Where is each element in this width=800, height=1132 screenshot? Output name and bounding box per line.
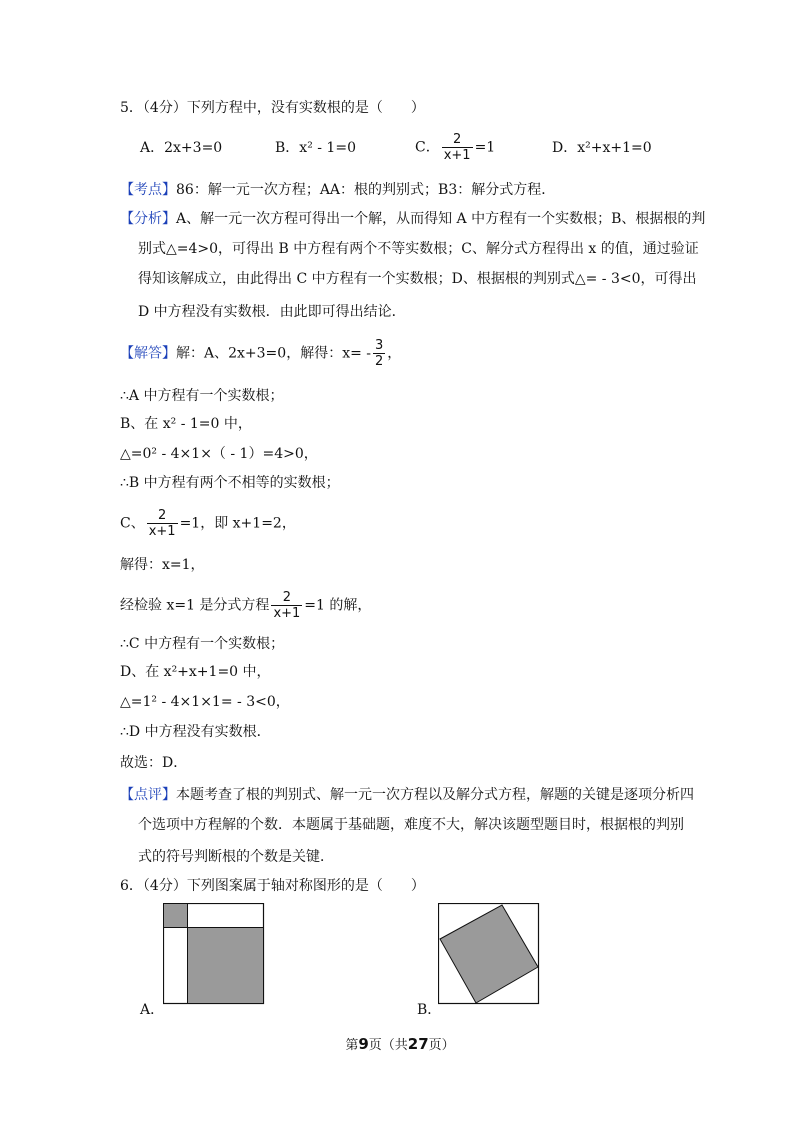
fraction: $\frac{2}{x+1}$ — [273, 590, 301, 621]
solution-line: D、在 x²+x+1=0 中， — [120, 664, 271, 680]
solution-line: B、在 x² - 1=0 中， — [120, 416, 252, 432]
solution-line: ∴B 中方程有两个不相等的实数根； — [120, 475, 340, 491]
solution-line: ∴C 中方程有一个实数根； — [120, 636, 285, 652]
q6-stem: 6．（4分）下列图案属于轴对称图形的是（ ） — [120, 878, 425, 894]
solution-line: △=1² - 4×1×1= - 3<0， — [120, 694, 290, 710]
solution-line: ∴A 中方程有一个实数根； — [120, 388, 284, 404]
fig-b-label: B． — [417, 1002, 442, 1018]
solution-line: 经检验 x=1 是分式方程 $\frac{2}{x+1}$ =1 的解， — [120, 590, 372, 621]
q5-stem: 5．（4分）下列方程中，没有实数根的是（ ） — [120, 100, 425, 116]
q5-option-b: B．x² - 1=0 — [275, 140, 356, 156]
jieda-first: 【解答】解：A、2x+3=0，解得：x= - $\frac{3}{2}$ ， — [120, 338, 402, 369]
fig-a-label: A． — [140, 1002, 165, 1018]
dianping-line-2: 个选项中方程解的个数．本题属于基础题，难度不大，解决该题型题目时，根据根的判别 — [138, 817, 684, 833]
fenxi-line-2: 别式△=4>0，可得出 B 中方程有两个不等实数根；C、解分式方程得出 x 的值，通过验证 — [138, 241, 699, 257]
dianping-line-3: 式的符号判断根的个数是关键． — [138, 849, 334, 865]
kaodian: 【考点】86：解一元一次方程；AA：根的判别式；B3：解分式方程． — [120, 182, 556, 198]
fraction: $\frac{2}{x+1}$ — [443, 132, 471, 163]
dianping-line-1: 【点评】本题考查了根的判别式、解一元一次方程以及解分式方程，解题的关键是逐项分析四 — [120, 787, 694, 803]
q5-option-c: C． $\frac{2}{x+1}$ =1 — [415, 132, 496, 163]
fraction: $\frac{3}{2}$ — [375, 338, 384, 369]
solution-line: 故选：D． — [120, 755, 188, 771]
solution-line: C、 $\frac{2}{x+1}$ =1，即 x+1=2， — [120, 508, 296, 539]
fenxi-line-4: D 中方程没有实数根．由此即可得出结论． — [138, 304, 406, 320]
fraction: $\frac{2}{x+1}$ — [148, 508, 176, 539]
fenxi-line-1: 【分析】A、解一元一次方程可得出一个解，从而得知 A 中方程有一个实数根；B、根据根的判 — [120, 211, 706, 227]
q5-option-a: A．2x+3=0 — [140, 140, 223, 156]
solution-line: ∴D 中方程没有实数根． — [120, 724, 271, 740]
figure-a — [163, 903, 265, 1005]
q5-option-d: D．x²+x+1=0 — [552, 140, 652, 156]
page-footer: 第9页（共27页） — [345, 1035, 455, 1053]
fenxi-line-3: 得知该解成立，由此得出 C 中方程有一个实数根；D、根据根的判别式△= - 3<0，可得出 — [138, 271, 697, 287]
figure-b — [438, 903, 540, 1005]
solution-line: △=0² - 4×1×（ - 1）=4>0， — [120, 446, 318, 462]
solution-line: 解得：x=1， — [120, 557, 205, 573]
